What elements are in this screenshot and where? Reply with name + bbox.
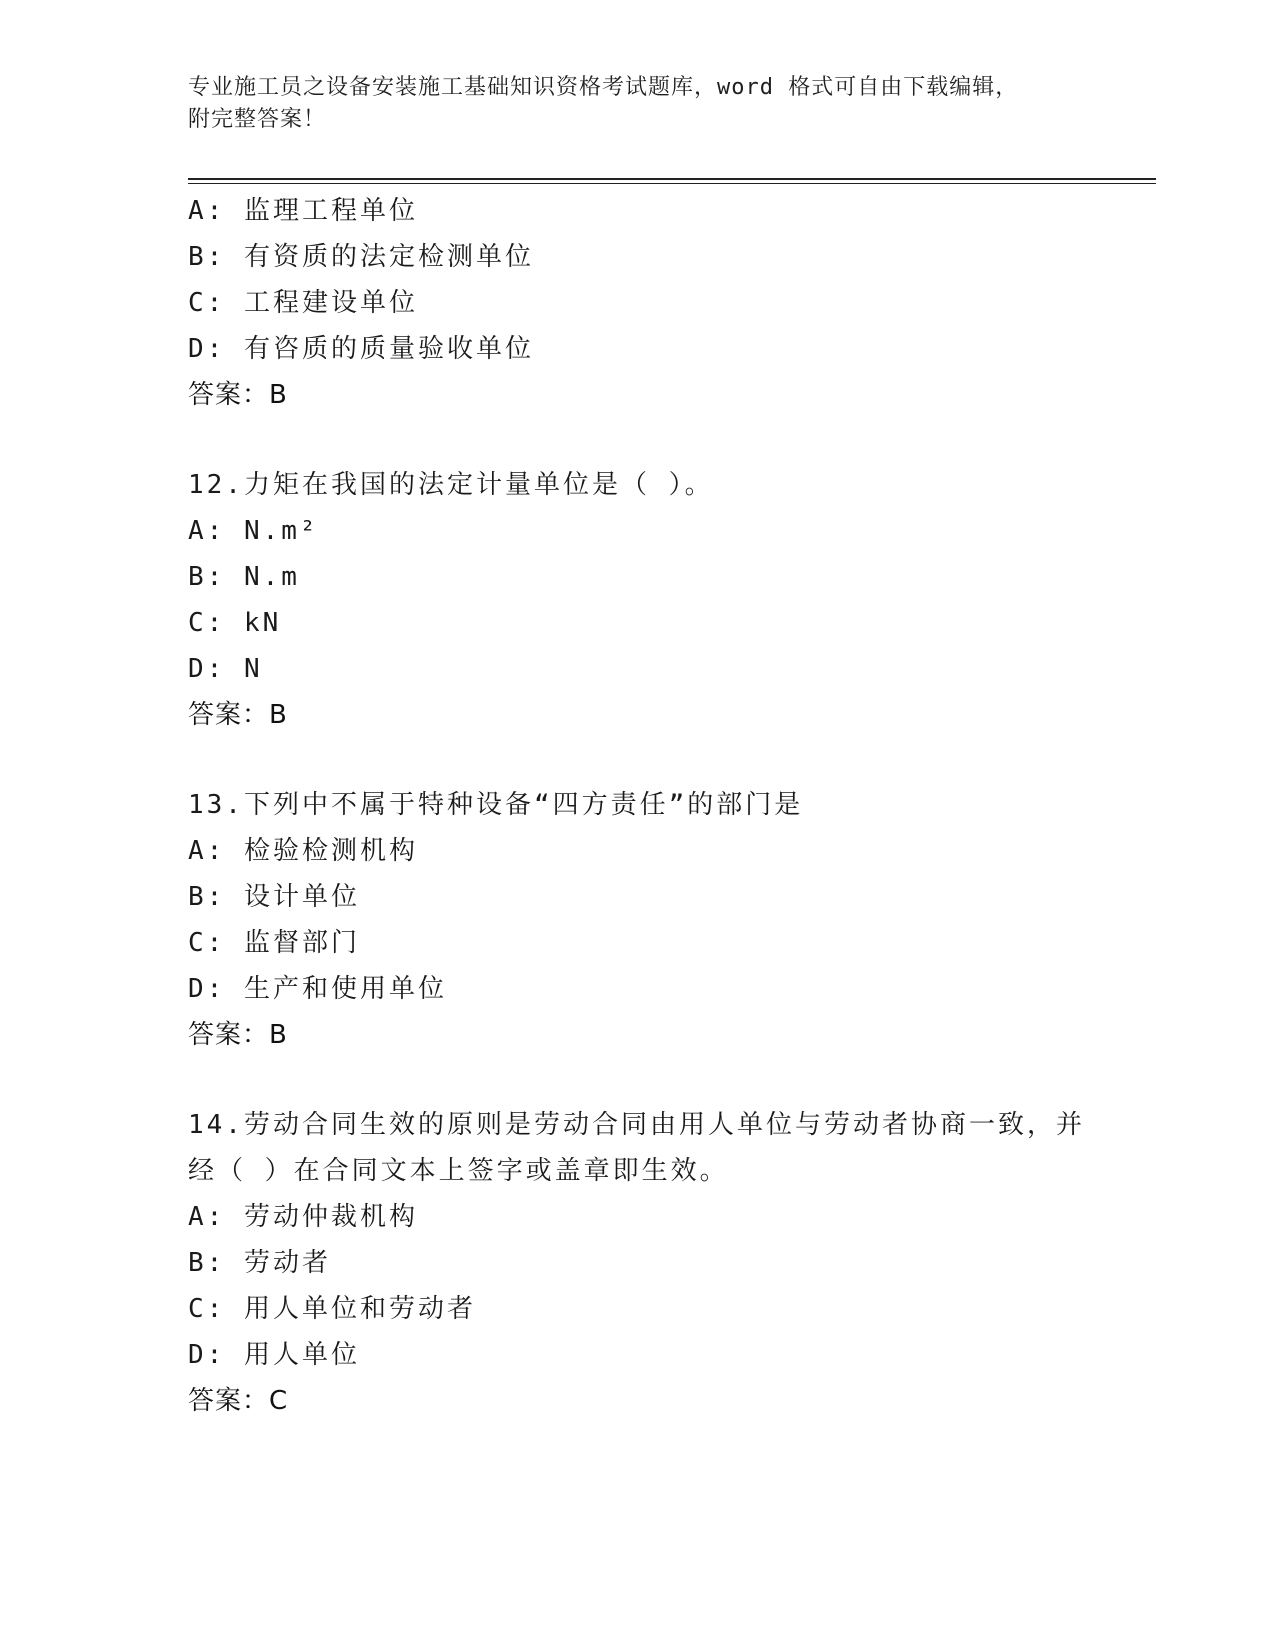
option-a: A: 劳动仲裁机构 [188, 1202, 418, 1232]
header-line-1: 专业施工员之设备安装施工基础知识资格考试题库，word 格式可自由下载编辑， [188, 75, 1019, 100]
header-line-2: 附完整答案！ [188, 107, 327, 132]
spacer [188, 418, 1088, 462]
option-b: B: N.m [188, 562, 300, 592]
question-block-12 [188, 462, 1088, 738]
option-d: D: 生产和使用单位 [188, 974, 447, 1004]
answer-line: 答案：B [188, 1020, 288, 1050]
question-block-prev [188, 188, 1088, 418]
spacer [188, 1058, 1088, 1102]
option-b: B: 劳动者 [188, 1248, 331, 1278]
option-c: C: 监督部门 [188, 928, 360, 958]
question-text-line-1: 14.劳动合同生效的原则是劳动合同由用人单位与劳动者协商一致，并 [188, 1110, 1085, 1140]
spacer [188, 738, 1088, 782]
answer-line: 答案：B [188, 380, 288, 410]
option-c: C: 工程建设单位 [188, 288, 418, 318]
question-list [188, 188, 1088, 1424]
option-d: D: 有咨质的质量验收单位 [188, 334, 534, 364]
header-divider-thick [188, 178, 1156, 180]
question-text-line-2: 经（ ）在合同文本上签字或盖章即生效。 [188, 1156, 729, 1186]
question-block-13 [188, 782, 1088, 1058]
question-text: 12.力矩在我国的法定计量单位是（ ）。 [188, 470, 714, 500]
option-b: B: 有资质的法定检测单位 [188, 242, 534, 272]
option-a: A: 监理工程单位 [188, 196, 418, 226]
option-c: C: kN [188, 608, 282, 638]
question-text: 13.下列中不属于特种设备“四方责任”的部门是 [188, 790, 804, 820]
option-d: D: N [188, 654, 263, 684]
option-a: A: 检验检测机构 [188, 836, 418, 866]
document-header [188, 72, 1088, 136]
option-b: B: 设计单位 [188, 882, 360, 912]
option-a: A: N.m² [188, 516, 319, 546]
question-block-14 [188, 1102, 1088, 1424]
header-divider-thin [188, 183, 1156, 184]
option-d: D: 用人单位 [188, 1340, 360, 1370]
option-c: C: 用人单位和劳动者 [188, 1294, 476, 1324]
answer-line: 答案：C [188, 1386, 289, 1416]
answer-line: 答案：B [188, 700, 288, 730]
